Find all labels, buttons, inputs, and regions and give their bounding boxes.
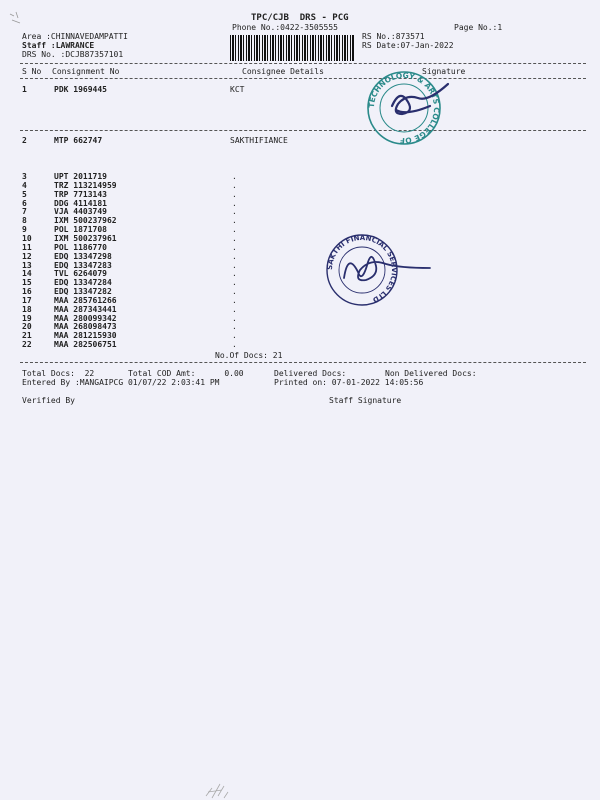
- row-consignment: UPT 2011719: [54, 172, 107, 181]
- row-consignment: EDQ 13347283: [54, 260, 112, 270]
- row-consignment: MTP 662747: [54, 136, 103, 145]
- row-consignment: MAA 287343441: [54, 304, 117, 314]
- row-sno: 11: [22, 242, 32, 252]
- row-consignment: PDK 1969445: [54, 85, 107, 94]
- rs-date: RS Date:07-Jan-2022: [362, 41, 454, 50]
- row-sno: 9: [22, 225, 27, 235]
- row-sno: 14: [22, 269, 32, 279]
- row-consignee: .: [232, 225, 237, 235]
- scan-speck: [6, 8, 30, 28]
- column-consignment: Consignment No: [52, 67, 120, 76]
- row-sno: 19: [22, 313, 32, 323]
- row-consignment: EDQ 13347282: [54, 287, 112, 297]
- area-field: Area :CHINNAVEDAMPATTI: [22, 32, 128, 41]
- row-consignee: .: [232, 304, 237, 314]
- total-docs: Total Docs: 22: [22, 369, 95, 378]
- row-sno: 4: [22, 180, 27, 190]
- non-delivered-docs: Non Delivered Docs:: [385, 369, 477, 378]
- row-sno: 2: [22, 136, 27, 145]
- row-consignee: .: [232, 322, 237, 332]
- column-consignee: Consignee Details: [242, 67, 324, 76]
- row-sno: 3: [22, 172, 27, 181]
- row-sno: 15: [22, 278, 32, 288]
- barcode: [230, 35, 354, 61]
- row-consignee: .: [232, 233, 237, 243]
- drs-number: DRS No. :DCJB87357101: [22, 50, 124, 59]
- row-sno: 6: [22, 198, 27, 208]
- row-consignment: MAA 280099342: [54, 313, 117, 323]
- row-sno: 17: [22, 295, 32, 305]
- row-consignment: TRZ 113214959: [54, 180, 117, 190]
- staff-signature-label: Staff Signature: [329, 396, 402, 405]
- row-consignment: EDQ 13347284: [54, 278, 112, 288]
- row-consignee: .: [232, 278, 237, 288]
- group-total: No.Of Docs: 21: [215, 351, 283, 360]
- row-consignee: SAKTHIFIANCE: [230, 136, 288, 145]
- column-sno: S No: [22, 67, 42, 76]
- document-title: TPC/CJB DRS - PCG: [251, 13, 349, 23]
- stamp2-text: SAKTHI FINANCIAL SERVICES LTD: [325, 233, 399, 304]
- scan-speck-bottom: [200, 772, 240, 800]
- verified-by: Verified By: [22, 396, 75, 405]
- row-sno: 16: [22, 287, 32, 297]
- row-sno: 20: [22, 322, 32, 332]
- row-sno: 12: [22, 251, 32, 261]
- row-consignee: .: [232, 269, 237, 279]
- row-consignee: .: [232, 242, 237, 252]
- entered-by: Entered By :MANGAIPCG 01/07/22 2:03:41 PM: [22, 378, 220, 387]
- row-consignment: MAA 285761266: [54, 295, 117, 305]
- columns-rule: [20, 78, 586, 79]
- handwritten-signature-2: [344, 257, 430, 280]
- column-signature: Signature: [422, 67, 466, 76]
- page-number: Page No.:1: [454, 23, 503, 32]
- row-sno: 5: [22, 189, 27, 199]
- row-consignee: .: [232, 216, 237, 226]
- row-consignment: TVL 6264079: [54, 269, 107, 279]
- row-sno: 8: [22, 216, 27, 226]
- row-consignee: .: [232, 172, 237, 181]
- row-consignment: POL 1186770: [54, 242, 107, 252]
- row-consignee: .: [232, 189, 237, 199]
- row-consignment: TRP 7713143: [54, 189, 107, 199]
- row-sno: 13: [22, 260, 32, 270]
- row-consignee: .: [232, 180, 237, 190]
- row-sno: 18: [22, 304, 32, 314]
- total-cod: Total COD Amt: 0.00: [128, 369, 244, 378]
- row-sno: 7: [22, 207, 27, 217]
- row-consignee: .: [232, 260, 237, 270]
- college-stamp-seal: [360, 66, 480, 146]
- row-sno: 1: [22, 85, 27, 94]
- totals-rule: [20, 362, 586, 363]
- row-consignment: VJA 4403749: [54, 207, 107, 217]
- finance-stamp-seal: [322, 232, 452, 307]
- row-consignment: MAA 281215930: [54, 331, 117, 341]
- row-consignment: IXM 500237962: [54, 216, 117, 226]
- row-consignee: .: [232, 198, 237, 208]
- row-consignment: IXM 500237961: [54, 233, 117, 243]
- row-consignee: .: [232, 295, 237, 305]
- row-sno: 10: [22, 233, 32, 243]
- staff-field: Staff :LAWRANCE: [22, 41, 95, 50]
- row-consignment: MAA 268098473: [54, 322, 117, 332]
- row-consignee: .: [232, 331, 237, 341]
- delivered-docs: Delivered Docs:: [274, 369, 347, 378]
- stamp1-text: TECHNOLOGY & ARTS COLLEGE OF: [366, 70, 442, 146]
- row-consignee: .: [232, 340, 237, 350]
- row-separator: [20, 130, 586, 131]
- row-sno: 21: [22, 331, 32, 341]
- row-sno: 22: [22, 340, 32, 350]
- row-consignment: POL 1871708: [54, 225, 107, 235]
- printed-on: Printed on: 07-01-2022 14:05:56: [274, 378, 424, 387]
- header-rule: [20, 63, 586, 64]
- row-consignment: DDG 4114181: [54, 198, 107, 208]
- row-consignment: EDQ 13347298: [54, 251, 112, 261]
- row-consignee: .: [232, 207, 237, 217]
- row-consignee: KCT: [230, 85, 245, 94]
- row-consignee: .: [232, 313, 237, 323]
- row-consignee: .: [232, 251, 237, 261]
- phone-number: Phone No.:0422-3505555: [232, 23, 338, 32]
- row-consignment: MAA 282506751: [54, 340, 117, 350]
- rs-number: RS No.:873571: [362, 32, 425, 41]
- row-consignee: .: [232, 287, 237, 297]
